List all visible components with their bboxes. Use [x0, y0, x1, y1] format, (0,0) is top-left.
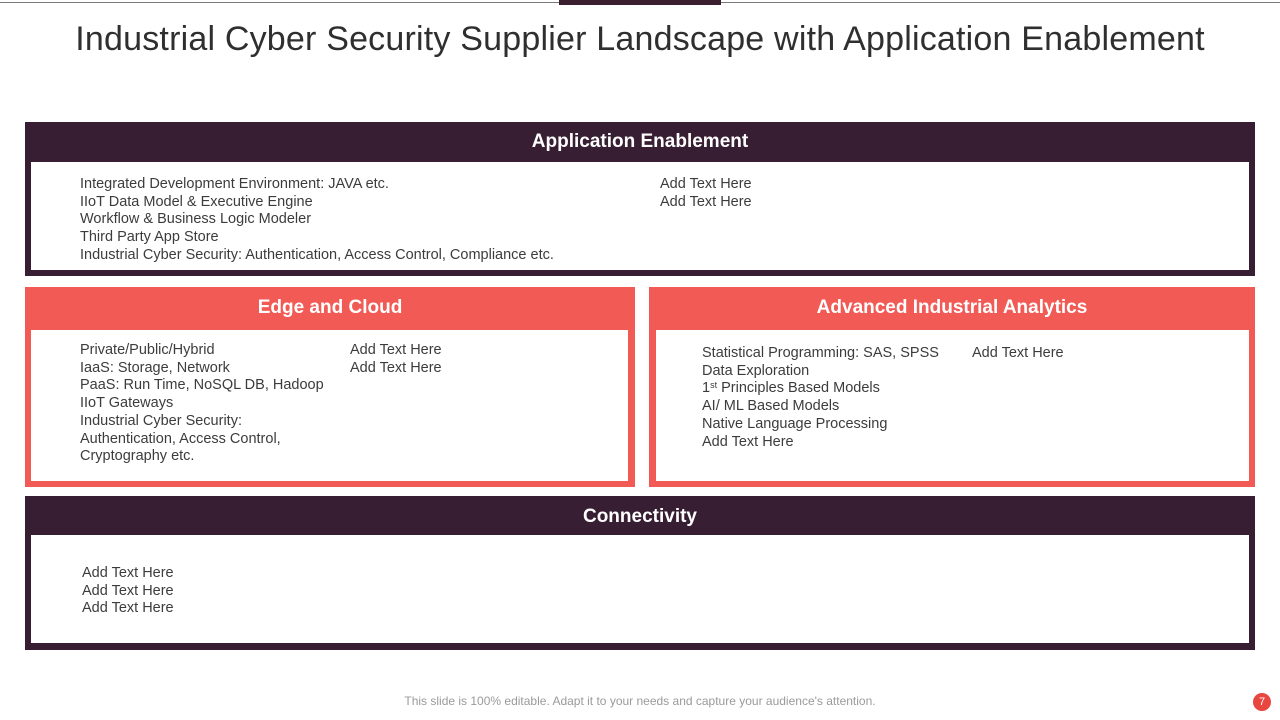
analytics-body — [656, 330, 1249, 481]
analytics-right-list — [972, 345, 1064, 363]
analytics-header: Advanced Industrial Analytics — [816, 297, 1088, 318]
edge-cloud-list — [80, 342, 324, 466]
application-enablement-panel — [25, 122, 1255, 276]
list-item: Integrated Development Environment: JAVA etc. — [80, 176, 389, 192]
list-item-number: 1 — [702, 380, 711, 397]
list-item: Add Text Here — [82, 565, 174, 581]
list-item: Workflow & Business Logic Modeler — [80, 211, 312, 228]
list-item: Industrial Cyber Security: Authentication, Access Control, Compliance etc. — [80, 246, 554, 263]
page-title: Industrial Cyber Security Supplier Landscape with Application Enablement — [75, 20, 1205, 58]
list-item: Add Text Here — [82, 582, 174, 599]
application-enablement-header: Application Enablement — [531, 131, 749, 152]
application-enablement-right-list — [660, 176, 752, 211]
list-item: Native Language Processing — [702, 415, 888, 432]
application-enablement-body — [31, 162, 1249, 270]
edge-cloud-header: Edge and Cloud — [257, 297, 403, 318]
edge-cloud-right-list — [350, 342, 442, 377]
list-item: IIoT Data Model & Executive Engine — [80, 193, 313, 210]
list-item: Add Text Here — [702, 433, 794, 450]
list-item: Third Party App Store — [80, 229, 219, 246]
connectivity-body — [31, 535, 1249, 643]
analytics-panel — [649, 287, 1255, 487]
list-item: Add Text Here — [82, 600, 174, 617]
list-item: Industrial Cyber Security: — [80, 412, 242, 429]
list-item: Private/Public/Hybrid — [80, 342, 215, 358]
list-item: IaaS: Storage, Network — [80, 359, 230, 376]
edge-cloud-body — [31, 330, 628, 481]
ordinal-suffix: st — [710, 380, 718, 391]
application-enablement-list — [80, 176, 554, 265]
list-item: Add Text Here — [660, 176, 752, 192]
list-item: Add Text Here — [350, 342, 442, 358]
list-item: Authentication, Access Control, — [80, 430, 281, 447]
list-item: Cryptography etc. — [80, 448, 195, 465]
list-item — [702, 380, 939, 398]
list-item: Statistical Programming: SAS, SPSS — [702, 345, 939, 361]
list-item: Add Text Here — [660, 193, 752, 210]
list-item: Add Text Here — [350, 359, 442, 376]
list-item: PaaS: Run Time, NoSQL DB, Hadoop — [80, 377, 324, 394]
list-item: Add Text Here — [972, 345, 1064, 361]
footer-note: This slide is 100% editable. Adapt it to your needs and capture your audience's attention. — [404, 694, 876, 708]
list-item: AI/ ML Based Models — [702, 398, 840, 415]
list-item-label: Principles Based Models — [717, 380, 880, 397]
connectivity-list — [82, 565, 174, 618]
edge-cloud-panel — [25, 287, 635, 487]
connectivity-header: Connectivity — [582, 506, 698, 527]
analytics-list — [702, 345, 939, 451]
list-item: IIoT Gateways — [80, 395, 174, 412]
list-item: Data Exploration — [702, 362, 810, 379]
page-number-badge: 7 — [1253, 693, 1271, 711]
connectivity-panel — [25, 496, 1255, 650]
top-accent-tab — [559, 0, 721, 5]
